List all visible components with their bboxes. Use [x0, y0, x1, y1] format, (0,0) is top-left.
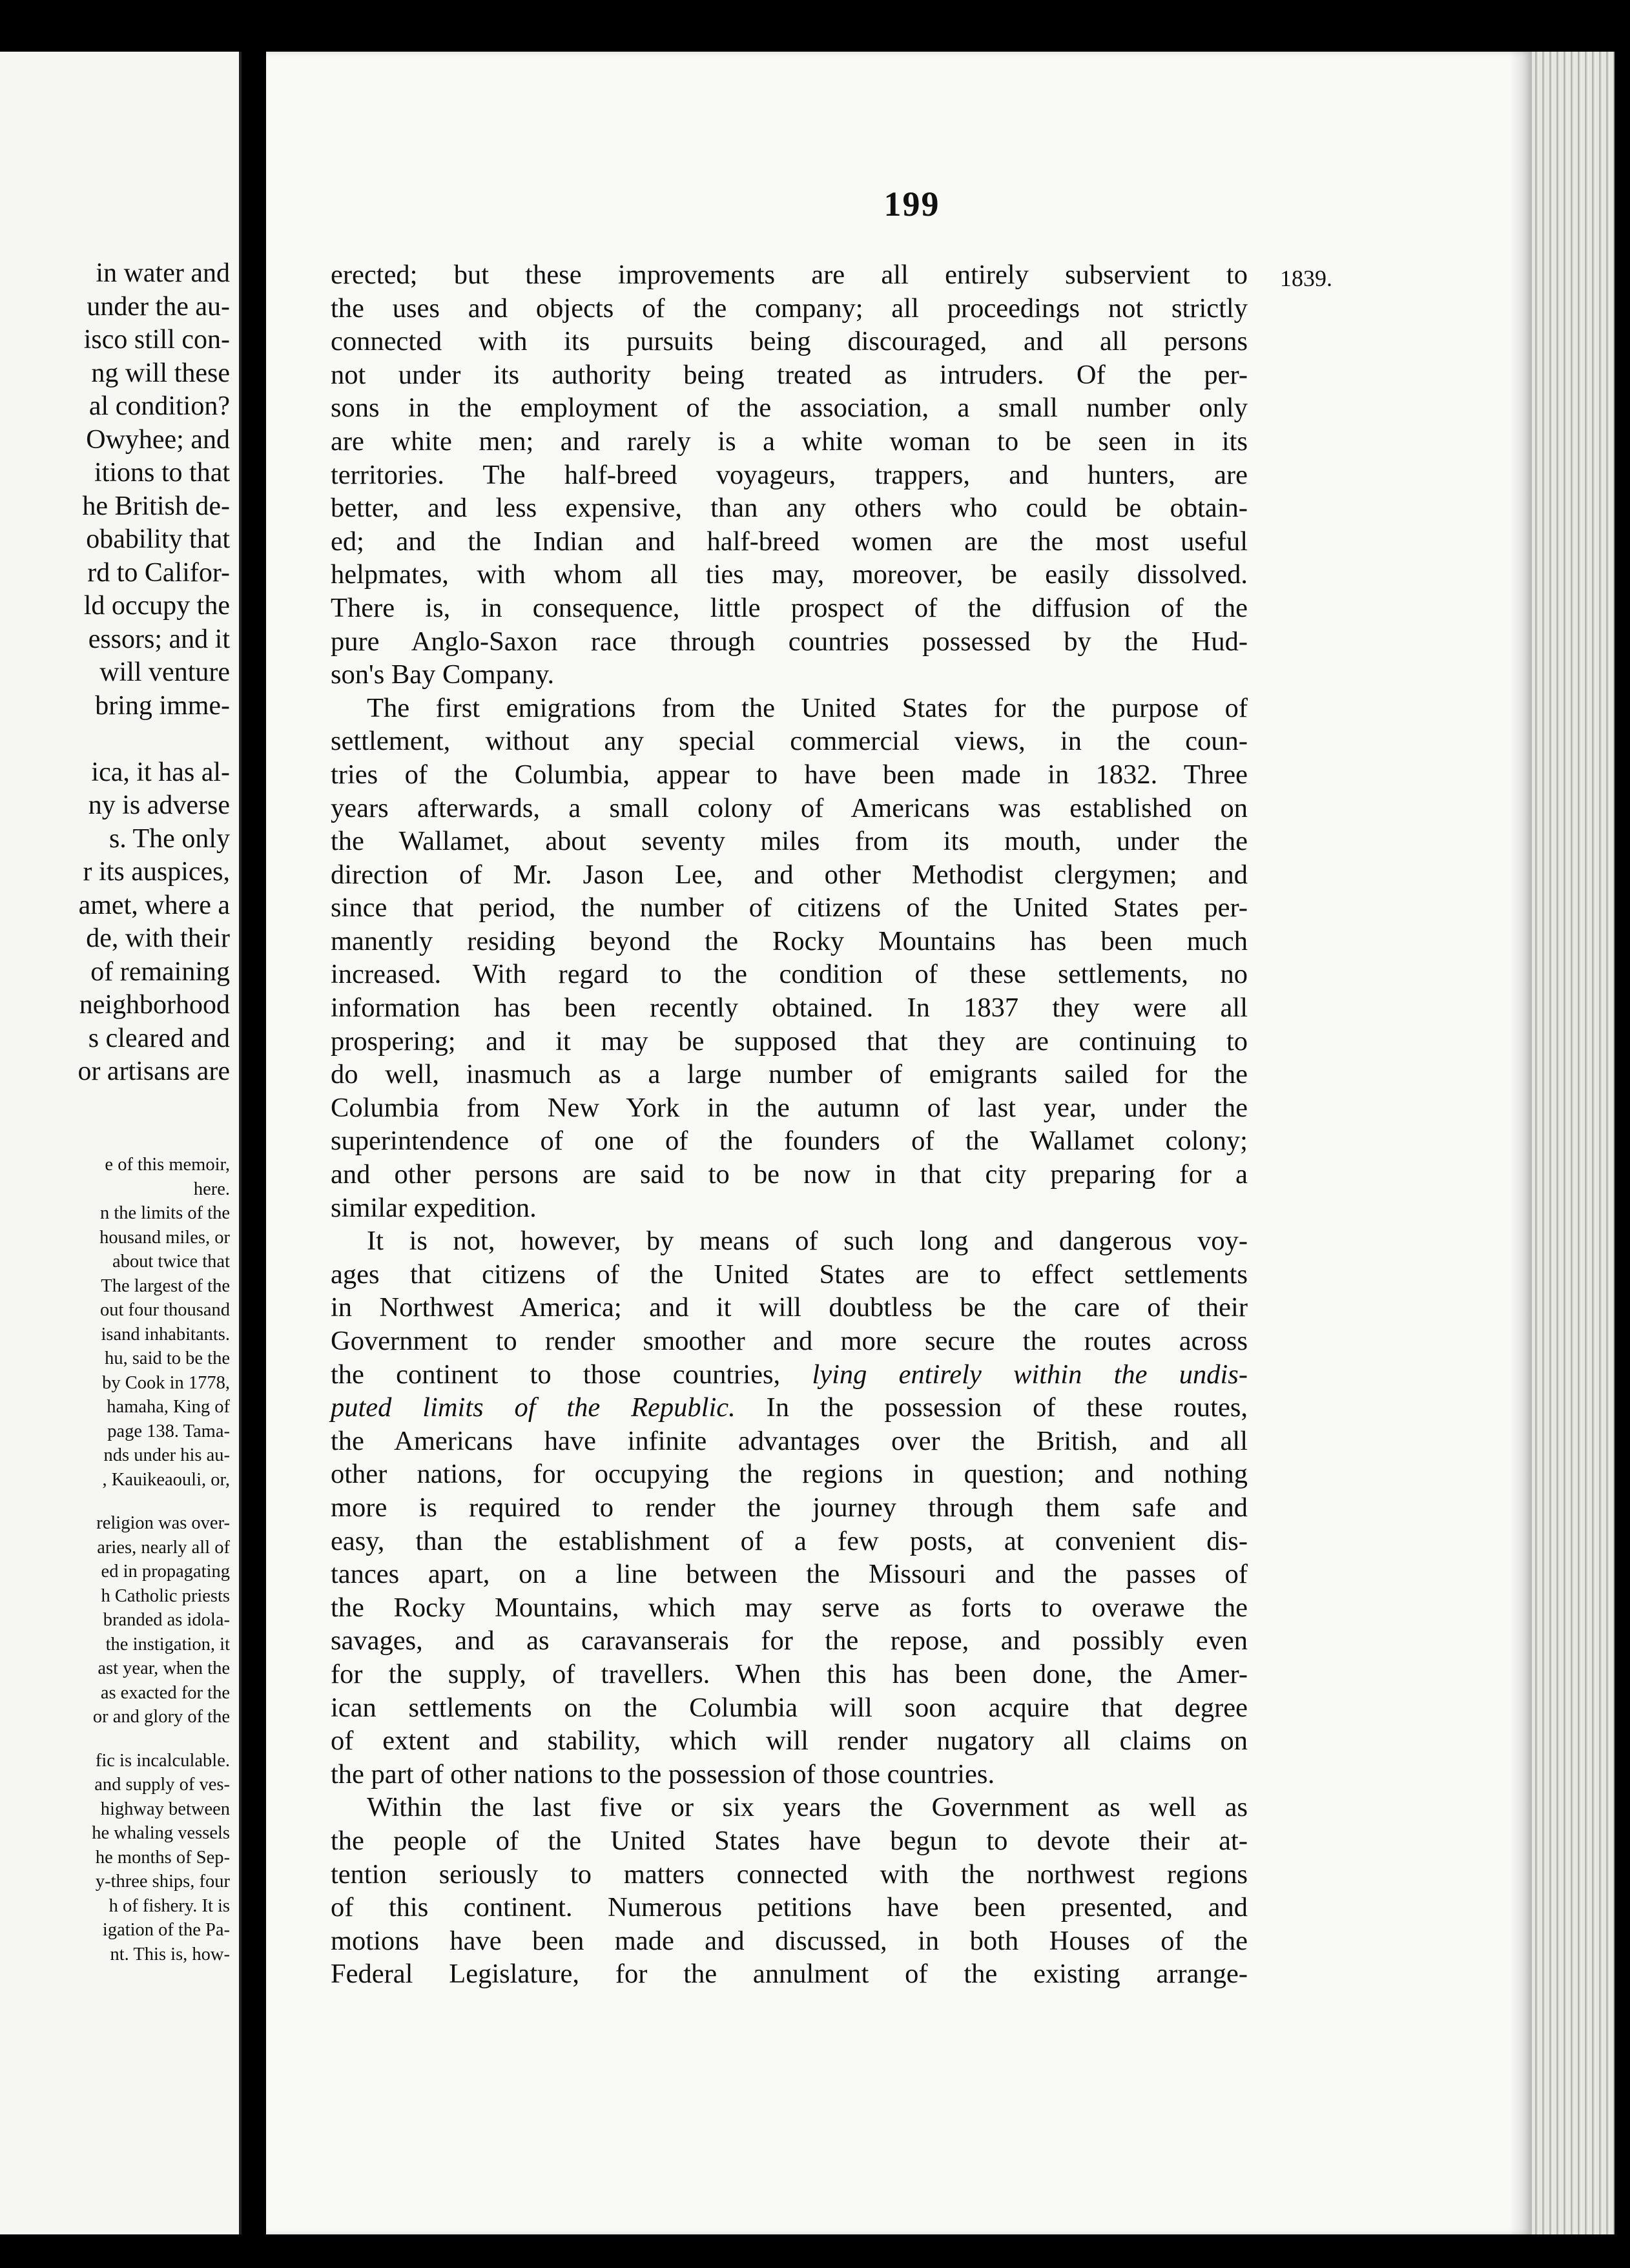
- left-page: [0, 52, 242, 2234]
- left-page-line: ica, it has al-: [91, 757, 230, 787]
- body-line: [331, 1358, 1248, 1392]
- body-line: [331, 958, 1248, 991]
- body-line: [331, 625, 1248, 659]
- body-line-text: the uses and objects of the company; all proceedings not strictly: [331, 293, 1248, 324]
- body-line-text: motions have been made and discussed, in both Houses of the: [331, 1925, 1248, 1956]
- body-line-text: There is, in consequence, little prospect of the diffusion of the: [331, 592, 1248, 623]
- body-line-text: easy, than the establishment of a few posts, at convenient dis-: [331, 1525, 1248, 1556]
- body-line-text: erected; but these improvements are all entirely subservient to: [331, 260, 1248, 290]
- body-line-text: Federal Legislature, for the annulment of the existing arrange-: [331, 1959, 1248, 1990]
- body-line: [331, 459, 1248, 492]
- left-page-line: essors; and it: [88, 624, 230, 654]
- body-line: [331, 1957, 1248, 1991]
- left-page-line: of remaining: [90, 956, 230, 987]
- body-line-text: connected with its pursuits being discouraged, and all persons: [331, 326, 1248, 357]
- body-line: [331, 558, 1248, 592]
- body-line: [331, 491, 1248, 525]
- body-line: [331, 692, 1248, 725]
- body-line-text: ages that citizens of the United States are to effect settlements: [331, 1259, 1248, 1290]
- body-line-text: increased. With regard to the condition of these settlements, no: [331, 959, 1248, 990]
- body-line: [331, 258, 1248, 292]
- left-footnote-line: housand miles, or: [99, 1227, 230, 1248]
- body-line-text: are white men; and rarely is a white woman to be seen in its: [331, 426, 1248, 457]
- left-footnote-line: by Cook in 1778,: [102, 1372, 230, 1393]
- body-line: [331, 1191, 1248, 1225]
- left-page-line: ng will these: [91, 358, 230, 388]
- left-page-line: ny is adverse: [88, 790, 230, 820]
- body-line: [331, 1558, 1248, 1591]
- body-line-text: tances apart, on a line between the Missouri and the passes of: [331, 1559, 1248, 1590]
- left-footnote-line: he months of Sep-: [95, 1847, 230, 1868]
- body-line-text: It is not, however, by means of such long and dangerous voy-: [367, 1226, 1248, 1257]
- margin-year: 1839.: [1280, 265, 1332, 291]
- body-line-text: tention seriously to matters connected with the northwest regions: [331, 1859, 1248, 1890]
- body-line-text: sons in the employment of the association, a small number only: [331, 393, 1248, 424]
- left-page-line: ld occupy the: [83, 591, 230, 621]
- body-line-text: the part of other nations to the possession of those countries.: [331, 1758, 995, 1789]
- left-footnote-line: The largest of the: [101, 1275, 230, 1296]
- page-stack-edge: [1532, 52, 1615, 2234]
- body-line: [331, 325, 1248, 358]
- body-line: [331, 1325, 1248, 1358]
- body-line: [331, 1858, 1248, 1892]
- body-line: [331, 425, 1248, 459]
- left-page-line: Owyhee; and: [86, 424, 230, 455]
- left-page-line: under the au-: [87, 291, 230, 322]
- body-line-text: similar expedition.: [331, 1192, 537, 1223]
- body-line-text: the Rocky Mountains, which may serve as forts to overawe the: [331, 1592, 1248, 1623]
- body-line-text: of extent and stability, which will render nugatory all claims on: [331, 1726, 1248, 1757]
- body-line-text: Within the last five or six years the Government as well as: [367, 1792, 1248, 1823]
- left-footnote-line: nt. This is, how-: [110, 1944, 230, 1964]
- left-footnote-line: he whaling vessels: [92, 1823, 230, 1843]
- left-page-line: s. The only: [108, 823, 230, 854]
- left-page-body: [0, 257, 230, 1089]
- body-line-text: The first emigrations from the United States for the purpose of: [367, 692, 1248, 723]
- body-line-text: direction of Mr. Jason Lee, and other Methodist clergymen; and: [331, 859, 1248, 890]
- body-line-text: Government to render smoother and more secure the routes across: [331, 1326, 1248, 1356]
- body-line: [331, 1624, 1248, 1658]
- left-page-line: will venture: [99, 657, 230, 687]
- body-line: [331, 858, 1248, 892]
- body-line: [331, 925, 1248, 958]
- left-page-line: r its auspices,: [83, 857, 230, 887]
- body-line-text: ican settlements on the Columbia will soon acquire that degree: [331, 1692, 1248, 1723]
- left-page-line: in water and: [96, 258, 230, 288]
- left-page-line: he British de-: [82, 491, 230, 521]
- body-line: [331, 1258, 1248, 1292]
- left-footnote-line: here.: [193, 1179, 230, 1199]
- left-footnote-line: h Catholic priests: [101, 1585, 230, 1606]
- body-line-text-after: In the possession of these routes,: [735, 1392, 1248, 1423]
- left-page-line: isco still con-: [83, 325, 230, 355]
- body-line: [331, 1824, 1248, 1858]
- left-footnote-line: and supply of ves-: [94, 1775, 230, 1795]
- body-line: [331, 1791, 1248, 1824]
- body-line-text: Columbia from New York in the autumn of last year, under the: [331, 1092, 1248, 1123]
- left-page-line: bring imme-: [95, 690, 230, 721]
- body-line: [331, 1291, 1248, 1325]
- body-line: [331, 292, 1248, 325]
- left-page-line: s cleared and: [88, 1023, 230, 1053]
- body-line-text: the people of the United States have begun to devote their at-: [331, 1825, 1248, 1856]
- body-line: [331, 1025, 1248, 1058]
- body-line-text: son's Bay Company.: [331, 659, 555, 690]
- body-line: [331, 1224, 1248, 1258]
- body-line: [331, 792, 1248, 825]
- body-line-text: not under its authority being treated as intruders. Of the per-: [331, 359, 1248, 390]
- body-line: [331, 1458, 1248, 1491]
- body-line: [331, 1724, 1248, 1758]
- body-line-text: settlement, without any special commercial views, in the coun-: [331, 726, 1248, 757]
- body-line: [331, 1058, 1248, 1091]
- left-page-line: rd to Califor-: [87, 557, 230, 588]
- body-line-text: information has been recently obtained. In 1837 they were all: [331, 993, 1248, 1024]
- body-line: [331, 1924, 1248, 1958]
- left-footnote-line: religion was over-: [96, 1513, 230, 1533]
- body-line-text: territories. The half-breed voyageurs, trappers, and hunters, are: [331, 459, 1248, 490]
- left-footnote-line: nds under his au-: [103, 1445, 230, 1465]
- body-line: [331, 991, 1248, 1025]
- body-line: [331, 1525, 1248, 1558]
- body-line: [331, 658, 1248, 692]
- body-line: [331, 1425, 1248, 1458]
- left-footnote-line: n the limits of the: [99, 1203, 230, 1223]
- body-line-text: and other persons are said to be now in that city preparing for a: [331, 1159, 1248, 1190]
- body-line: [331, 1758, 1248, 1791]
- body-line-text: better, and less expensive, than any others who could be obtain-: [331, 493, 1248, 524]
- page-number: 199: [883, 185, 940, 223]
- left-page-line: itions to that: [94, 458, 230, 488]
- body-line: [331, 391, 1248, 425]
- left-footnote-line: the instigation, it: [105, 1634, 230, 1655]
- left-page-line: or artisans are: [77, 1057, 230, 1086]
- body-line: [331, 1691, 1248, 1725]
- body-line: [331, 1158, 1248, 1191]
- body-line-text: in Northwest America; and it will doubtless be the care of their: [331, 1292, 1248, 1323]
- body-line: [331, 825, 1248, 858]
- body-line-text: ed; and the Indian and half-breed women are the most useful: [331, 526, 1248, 557]
- body-line-text: of this continent. Numerous petitions have been presented, and: [331, 1892, 1248, 1923]
- left-footnote-line: isand inhabitants.: [101, 1324, 230, 1345]
- body-line-text: do well, inasmuch as a large number of emigrants sailed for the: [331, 1059, 1248, 1090]
- body-line: [331, 1124, 1248, 1158]
- left-footnote-line: branded as idola-: [103, 1610, 230, 1630]
- left-page-line: neighborhood: [79, 990, 230, 1020]
- left-footnote-line: as exacted for the: [100, 1682, 230, 1703]
- body-line-text: other nations, for occupying the regions in question; and nothing: [331, 1459, 1248, 1490]
- body-line-text: the Wallamet, about seventy miles from its mouth, under the: [331, 826, 1248, 857]
- main-page: [266, 52, 1532, 2234]
- body-line-text: years afterwards, a small colony of Americans was established on: [331, 792, 1248, 823]
- left-footnote-line: aries, nearly all of: [97, 1537, 230, 1558]
- left-page-line: [0, 723, 230, 756]
- left-footnote-line: y-three ships, four: [95, 1871, 230, 1892]
- body-line: [331, 725, 1248, 758]
- body-line-text: savages, and as caravanserais for the repose, and possibly even: [331, 1625, 1248, 1656]
- left-footnote-line: or and glory of the: [92, 1707, 230, 1727]
- body-line-text: the continent to those countries,: [331, 1359, 812, 1390]
- body-line-text: for the supply, of travellers. When this has been done, the Amer-: [331, 1658, 1248, 1689]
- left-page-line: al condition?: [88, 391, 230, 421]
- left-footnote-line: fic is incalculable.: [95, 1750, 230, 1771]
- left-footnote-line: e of this memoir,: [105, 1155, 230, 1175]
- left-footnote-line: page 138. Tama-: [107, 1421, 230, 1441]
- left-footnote-line: hamaha, King of: [107, 1397, 230, 1417]
- body-line-italic: puted limits of the Republic.: [331, 1392, 736, 1423]
- left-footnote-line: about twice that: [112, 1252, 230, 1272]
- left-footnote-line: , Kauikeaouli, or,: [102, 1469, 230, 1490]
- body-line: [331, 525, 1248, 559]
- left-footnote-line: h of fishery. It is: [108, 1895, 230, 1916]
- left-footnote-line: highway between: [100, 1799, 230, 1819]
- body-line-text: manently residing beyond the Rocky Mountains has been much: [331, 925, 1248, 956]
- body-line: [331, 891, 1248, 925]
- body-line: [331, 1091, 1248, 1125]
- body-line: [331, 592, 1248, 625]
- body-line-italic: lying entirely within the undis-: [812, 1359, 1248, 1390]
- body-line: [331, 1491, 1248, 1525]
- left-footnote-line: ast year, when the: [98, 1658, 230, 1678]
- body-line: [331, 358, 1248, 392]
- body-line-text: more is required to render the journey through them safe and: [331, 1492, 1248, 1523]
- body-line: [331, 1658, 1248, 1691]
- left-page-line: amet, where a: [78, 890, 230, 920]
- left-page-line: de, with their: [86, 923, 230, 953]
- body-line-text: helpmates, with whom all ties may, moreover, be easily dissolved.: [331, 559, 1248, 590]
- body-line-text: since that period, the number of citizens of the United States per-: [331, 892, 1248, 923]
- left-footnote-line: igation of the Pa-: [102, 1920, 230, 1940]
- body-line-text: the Americans have infinite advantages over the British, and all: [331, 1425, 1248, 1456]
- body-line: [331, 1391, 1248, 1425]
- body-line: [331, 1591, 1248, 1625]
- body-line-text: prospering; and it may be supposed that they are continuing to: [331, 1026, 1248, 1057]
- left-footnote-line: hu, said to be the: [105, 1348, 230, 1368]
- left-footnote-line: ed in propagating: [101, 1562, 230, 1582]
- body-line-text: superintendence of one of the founders of the Wallamet colony;: [331, 1126, 1248, 1157]
- body-line-text: tries of the Columbia, appear to have been made in 1832. Three: [331, 759, 1248, 790]
- page-body: [331, 258, 1248, 1991]
- body-line-text: pure Anglo-Saxon race through countries possessed by the Hud-: [331, 626, 1248, 657]
- body-line: [331, 758, 1248, 792]
- left-page-line: obability that: [86, 524, 230, 554]
- left-footnote-line: out four thousand: [99, 1300, 230, 1320]
- left-page-footnotes: [0, 1153, 230, 1966]
- body-line: [331, 1891, 1248, 1924]
